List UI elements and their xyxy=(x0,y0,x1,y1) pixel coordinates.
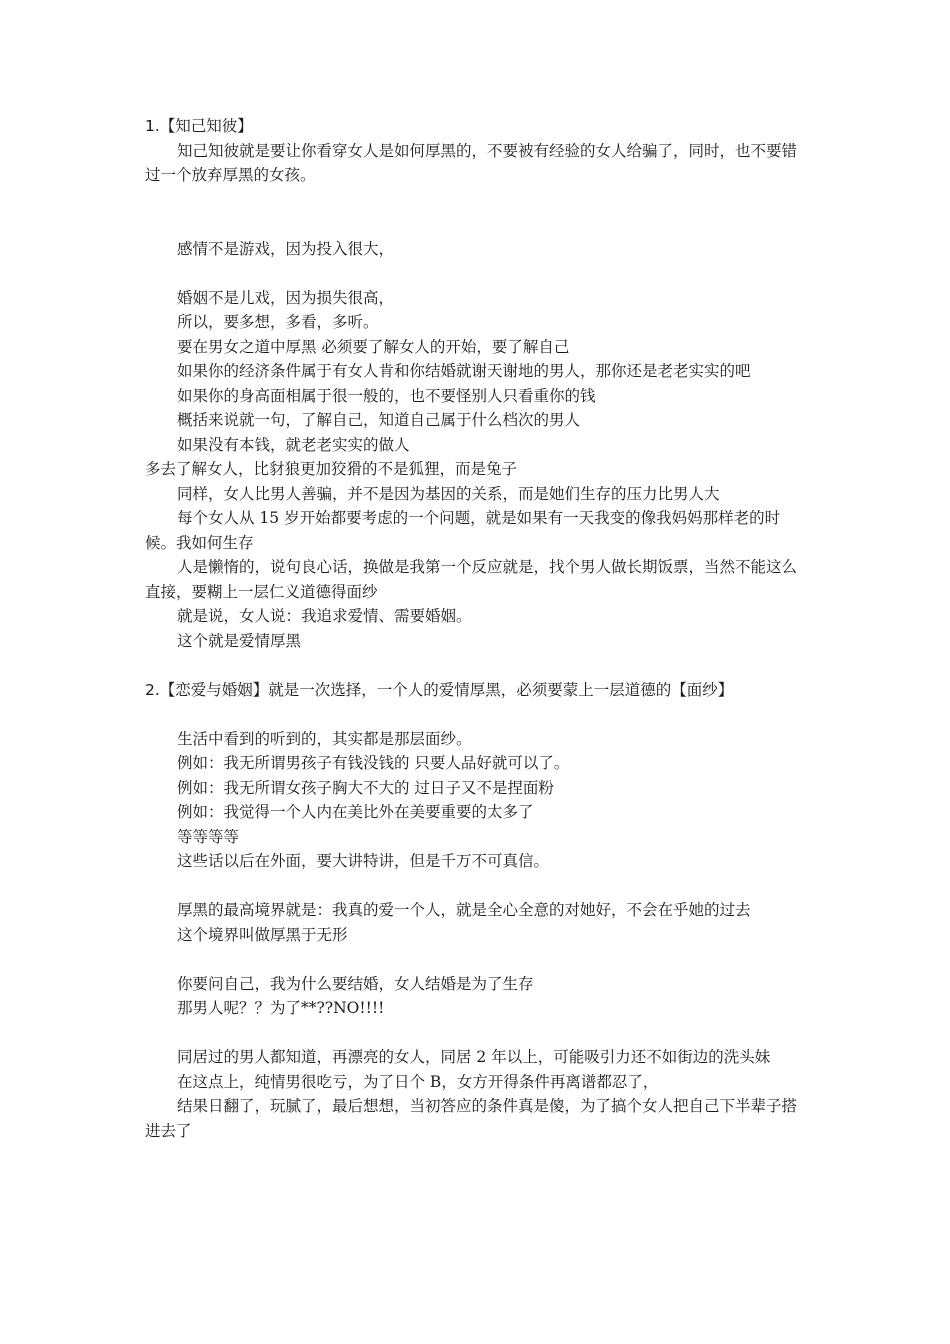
paragraph-line: 这些话以后在外面，要大讲特讲，但是千万不可真信。 xyxy=(177,852,550,870)
paragraph-line: 每个女人从 15 岁开始都要考虑的一个问题，就是如果有一天我变的像我妈妈那样老的时候。我如何生存 xyxy=(145,509,781,552)
paragraph-line: 这个境界叫做厚黑于无形 xyxy=(177,925,348,944)
paragraph-line: 如果没有本钱，就老老实实的做人 xyxy=(177,435,410,454)
paragraph-line: 例如：我无所谓女孩子胸大不大的 过日子又不是捏面粉 xyxy=(177,778,554,797)
paragraph-line: 同样，女人比男人善骗，并不是因为基因的关系，而是她们生存的压力比男人大 xyxy=(177,484,720,503)
paragraph-line: 要在男女之道中厚黑 必须要了解女人的开始，要了解自己 xyxy=(177,337,570,356)
paragraph-line: 婚姻不是儿戏，因为损失很高， xyxy=(177,288,395,307)
paragraph-line: 就是说，女人说：我追求爱情、需要婚姻。 xyxy=(177,607,472,625)
spacer xyxy=(145,1021,810,1046)
spacer xyxy=(145,261,810,286)
paragraph-line: 同居过的男人都知道，再漂亮的女人，同居 2 年以上，可能吸引力还不如街边的洗头妹 xyxy=(177,1048,771,1066)
paragraph-line: 这个就是爱情厚黑 xyxy=(177,631,302,650)
paragraph-line: 生活中看到的听到的，其实都是那层面纱。 xyxy=(177,729,472,748)
paragraph-line: 你要问自己，我为什么要结婚，女人结婚是为了生存 xyxy=(177,974,534,993)
paragraph-line: 人是懒惰的，说句良心话，换做是我第一个反应就是，找个男人做长期饭票，当然不能这么直接，要糊上一层仁义道德得面纱 xyxy=(145,558,798,601)
spacer xyxy=(145,702,810,727)
paragraph-line: 感情不是游戏，因为投入很大， xyxy=(177,239,395,258)
paragraph-line: 结果日翻了，玩腻了，最后想想，当初答应的条件真是傻，为了搞个女人把自己下半辈子搭进去了 xyxy=(145,1097,798,1140)
paragraph-line: 那男人呢？？为了**??NO!!!! xyxy=(177,999,385,1017)
paragraph-line: 例如：我觉得一个人内在美比外在美要重要的太多了 xyxy=(177,803,534,821)
paragraph-line: 如果你的身高面相属于很一般的，也不要怪别人只看重你的钱 xyxy=(177,386,596,405)
section-2-title: 2.【恋爱与婚姻】就是一次选择，一个人的爱情厚黑，必须要蒙上一层道德的【面纱】 xyxy=(145,680,734,699)
paragraph-line: 如果你的经济条件属于有女人肯和你结婚就谢天谢地的男人，那你还是老老实实的吧 xyxy=(177,362,751,380)
paragraph-line: 厚黑的最高境界就是：我真的爱一个人，就是全心全意的对她好，不会在乎她的过去 xyxy=(177,901,751,919)
paragraph-line: 所以，要多想，多看，多听。 xyxy=(177,313,379,331)
spacer xyxy=(145,188,810,237)
paragraph-line: 多去了解女人，比豺狼更加狡猾的不是狐狸，而是兔子 xyxy=(145,460,518,478)
section-1-intro: 知己知彼就是要让你看穿女人是如何厚黑的，不要被有经验的女人给骗了，同时，也不要错过一个放弃厚黑的女孩。 xyxy=(145,141,798,184)
paragraph-line: 概括来说就一句，了解自己，知道自己属于什么档次的男人 xyxy=(177,411,581,429)
paragraph-line: 等等等等 xyxy=(177,827,240,846)
document-body xyxy=(145,114,810,1143)
spacer xyxy=(145,947,810,972)
section-1-title: 1.【知己知彼】 xyxy=(145,117,253,135)
spacer xyxy=(145,874,810,899)
paragraph-line: 在这点上，纯情男很吃亏，为了日个 B，女方开得条件再离谱都忍了， xyxy=(177,1072,659,1091)
paragraph-line: 例如：我无所谓男孩子有钱没钱的 只要人品好就可以了。 xyxy=(177,754,570,772)
spacer xyxy=(145,653,810,678)
